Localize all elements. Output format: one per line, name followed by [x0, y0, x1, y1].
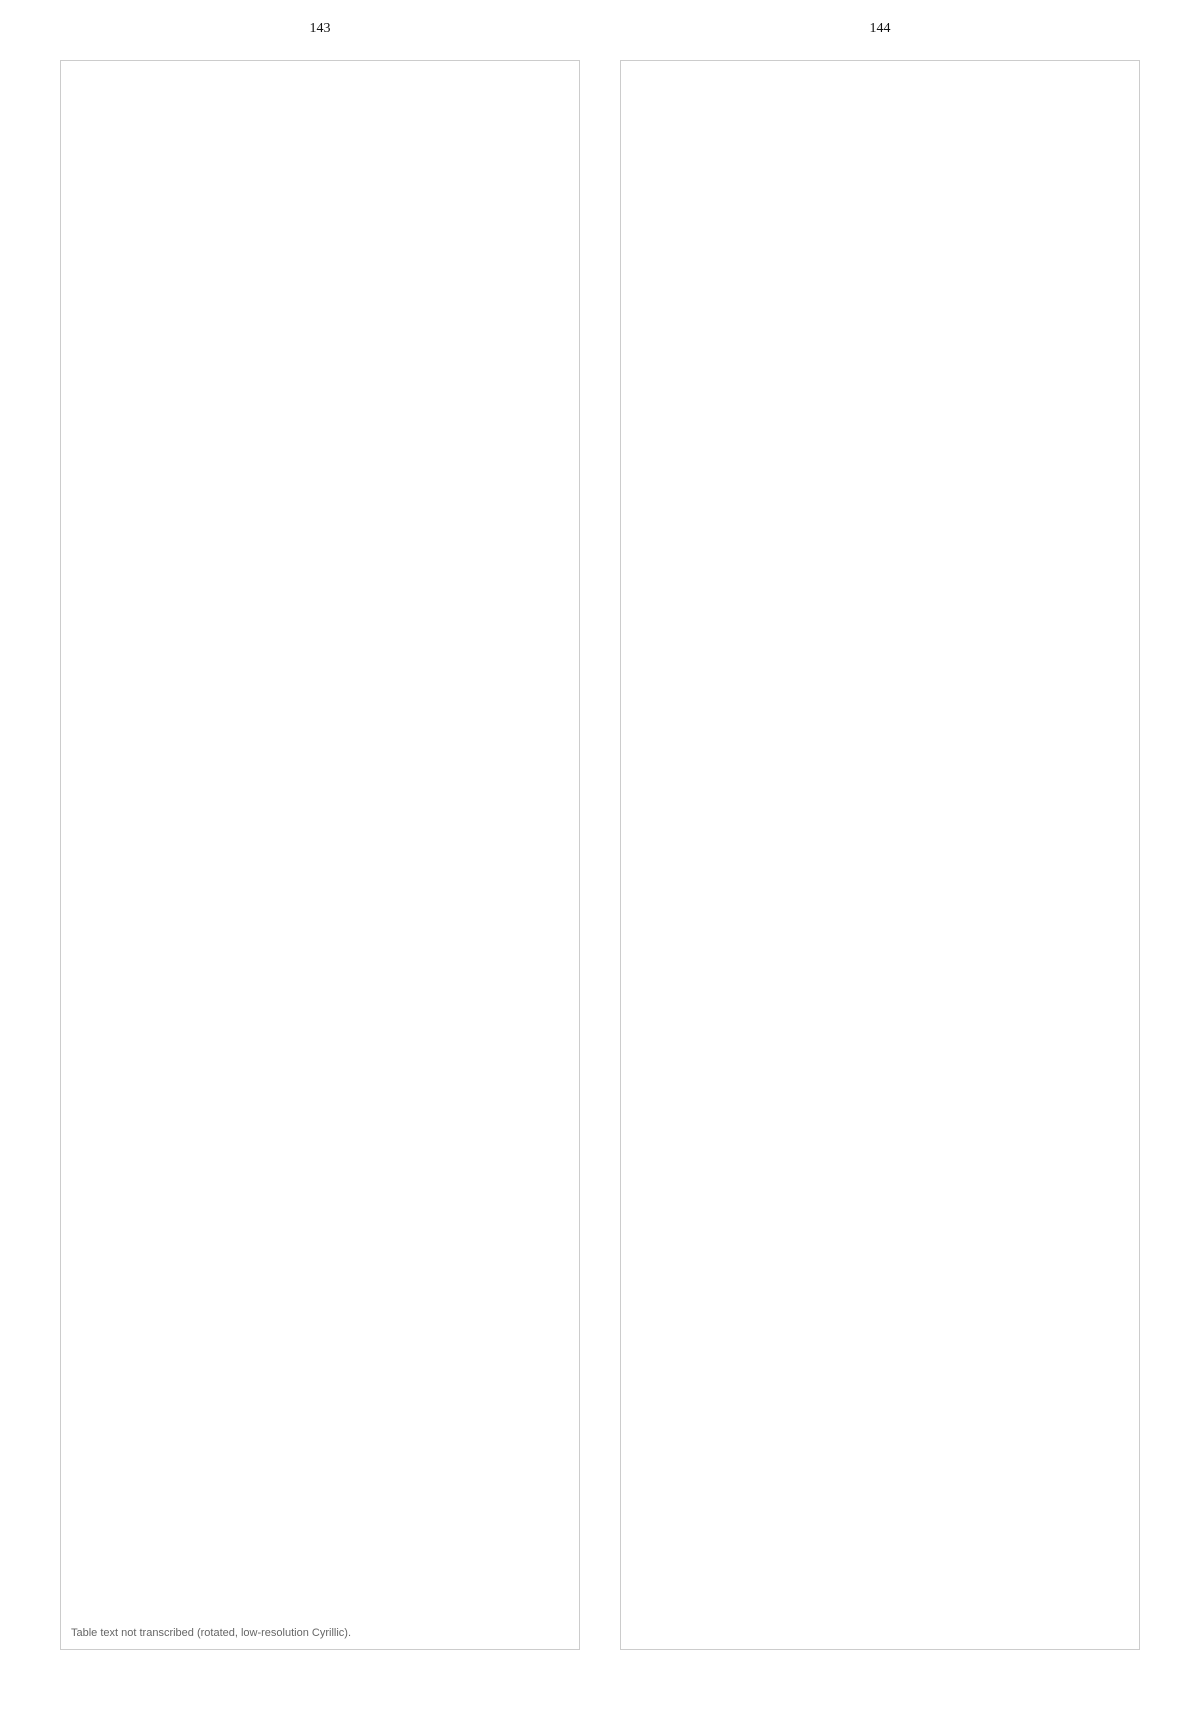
page-number: 143: [309, 21, 331, 36]
page-number: 144: [869, 21, 891, 36]
transcription-note: Table text not transcribed (rotated, low-resolution Cyrillic).: [71, 1627, 352, 1639]
page-143: [60, 21, 580, 1650]
page-144: [620, 21, 1140, 1650]
